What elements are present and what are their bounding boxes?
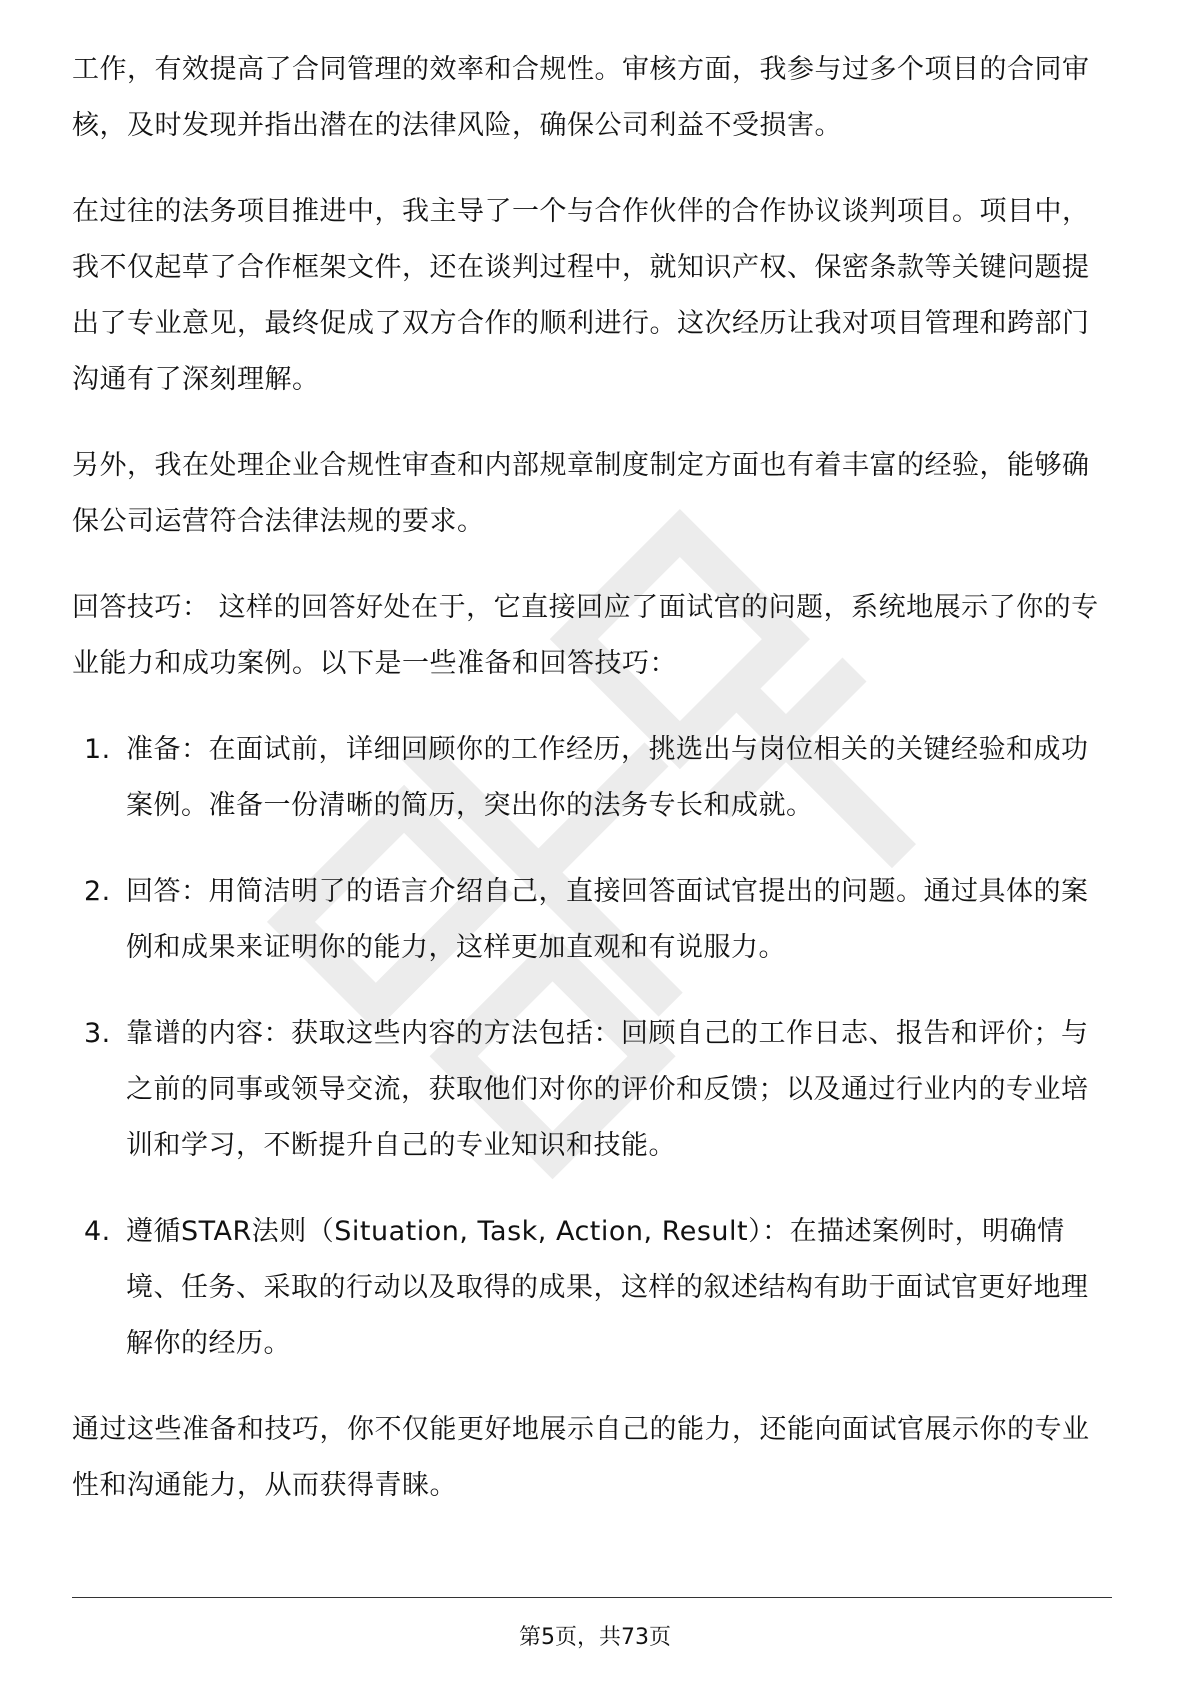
list-item-text: 准备：在面试前，详细回顾你的工作经历，挑选出与岗位相关的关键经验和成功案例。准备一份清晰的简历，突出你的法务专长和成就。 xyxy=(126,734,1089,821)
list-item xyxy=(72,722,1112,834)
paragraph-negotiation-project: 在过往的法务项目推进中，我主导了一个与合作伙伴的合作协议谈判项目。项目中，我不仅起草了合作框架文件，还在谈判过程中，就知识产权、保密条款等关键问题提出了专业意见，最终促成了双方合作的顺利进行。这次经历让我对项目管理和跨部门沟通有了深刻理解。 xyxy=(72,196,1090,395)
paragraph-contract-experience: 工作，有效提高了合同管理的效率和合规性。审核方面，我参与过多个项目的合同审核，及时发现并指出潜在的法律风险，确保公司利益不受损害。 xyxy=(72,54,1090,141)
list-item xyxy=(72,1204,1112,1372)
paragraph-closing: 通过这些准备和技巧，你不仅能更好地展示自己的能力，还能向面试官展示你的专业性和沟通能力，从而获得青睐。 xyxy=(72,1414,1090,1501)
list-item-number: 1. xyxy=(84,734,111,765)
list-item xyxy=(72,864,1112,976)
paragraph-answer-tips-intro: 回答技巧： 这样的回答好处在于，它直接回应了面试官的问题，系统地展示了你的专业能力和成功案例。以下是一些准备和回答技巧： xyxy=(72,592,1099,679)
list-item-text: 回答：用简洁明了的语言介绍自己，直接回答面试官提出的问题。通过具体的案例和成果来证明你的能力，这样更加直观和有说服力。 xyxy=(126,876,1089,963)
footer-divider xyxy=(72,1597,1112,1598)
list-item-number: 2. xyxy=(84,876,111,907)
list-item xyxy=(72,1006,1112,1174)
page-number: 第5页，共73页 xyxy=(519,1625,671,1650)
list-item-text: 靠谱的内容：获取这些内容的方法包括：回顾自己的工作日志、报告和评价；与之前的同事或领导交流，获取他们对你的评价和反馈；以及通过行业内的专业培训和学习，不断提升自己的专业知识和技能。 xyxy=(126,1018,1089,1161)
list-item-number: 3. xyxy=(84,1018,111,1049)
paragraph-compliance-experience: 另外，我在处理企业合规性审查和内部规章制度制定方面也有着丰富的经验，能够确保公司运营符合法律法规的要求。 xyxy=(72,450,1090,537)
list-item-number: 4. xyxy=(84,1216,111,1247)
tips-list xyxy=(72,722,1112,1372)
list-item-text: 遵循STAR法则（Situation, Task, Action, Result）：在描述案例时，明确情境、任务、采取的行动以及取得的成果，这样的叙述结构有助于面试官更好地理解你的经历。 xyxy=(126,1216,1089,1359)
document-body xyxy=(72,42,1112,1544)
